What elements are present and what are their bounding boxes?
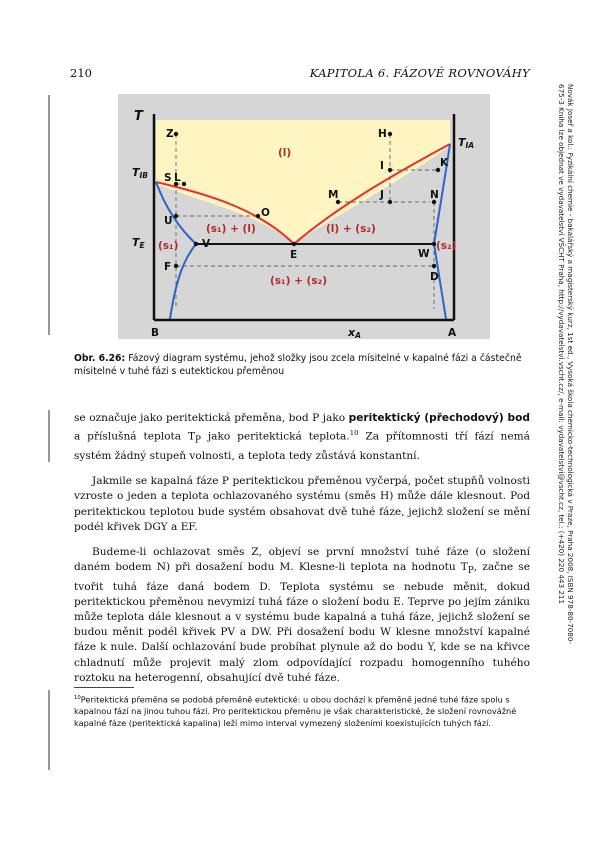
footnote-rule [74,687,134,688]
point-i: I [380,160,384,172]
figure-caption [74,352,530,378]
text-run: Za přítomnosti tří fází nemá systém žádný stupeň volnosti, a teplota tedy zůstává konstantní. [74,430,530,463]
caption-text: Fázový diagram systému, jehož složky jsou zcela mísitelné v kapalné fázi a částečně mísitelné v tuhé fázi s eutektickou přeměnou [74,353,522,377]
end-a: A [448,327,457,339]
footnote-text: Peritektická přeměna se podobá přeměně eutektické: u obou dochází k přeměně jedné tuhé fáze spolu s kapalnou fází na jinou tuhou fázi. Pro peritektickou přeměnu je však charakteristické, že složení rovnovážné kapalné fáze (peritektická kapalina) leží mimo interval vymezený složeními koexistujících tuhých fází. [74,694,517,728]
phase-diagram [118,94,490,339]
side-copyright [557,84,575,644]
region-liquid-s2: (l) + (s₂) [326,223,376,235]
axis-t-label: T [134,109,143,124]
point-u: U [164,215,173,227]
footnote [74,693,530,729]
point-l: L [174,172,181,184]
key-term: peritektický (přechodový) bod [348,412,530,424]
text-run: jako peritektická teplota. [201,430,350,443]
paragraph [74,545,530,686]
footnote-mark: 10 [74,695,81,701]
point-f: F [164,261,172,273]
point-n: N [430,189,439,201]
subscript: P [195,435,201,446]
region-liquid: (l) [278,147,292,159]
region-s2: (s₂) [436,240,457,252]
footnote-ref: 10 [349,429,359,438]
caption-label: Obr. 6.26: [74,353,126,364]
point-w: W [418,248,430,260]
side-copyright-text: Novák Josef a kol.: Fyzikální chemie - bakalářský a magisterský kurz, 1st ed., Vysoká škola chemicko-technologická v Praze, Praha 2008, ISBN 978-80-7080-675-3 Kniha lze objednat ve vydavatelství VŠCHT Praha, http://vydavatelstvi.vscht.cz/, e-mail: vydavatelstvi@vscht.cz, tel.: (+420) 220 443 211 [557,84,575,644]
page-number: 210 [70,66,92,80]
region-s1: (s₁) [158,240,179,252]
t-e-label: TE [132,236,145,250]
paragraph [74,411,530,464]
running-header: KAPITOLA 6. FÁZOVÉ ROVNOVÁHY [309,66,530,80]
body-text [74,411,530,696]
margin-bar [48,690,50,770]
point-e: E [290,249,298,261]
point-s: S [164,172,172,184]
subscript: P [467,566,474,577]
point-k: K [440,157,449,169]
margin-bar [48,410,50,462]
paragraph: Jakmile se kapalná fáze P peritektickou přeměnou vyčerpá, počet stupňů volnosti vzroste o jeden a teplota ochlazovaného systému (směs H) může dále klesnout. Pod peritektickou teplotou bude systém obsahovat dvě tuhé fáze, jejichž složení se mění podél křivek DGY a EF. [74,475,530,533]
margin-bar [48,95,50,335]
point-d: D [430,271,439,283]
point-v: V [202,238,211,250]
point-h: H [378,128,387,140]
text-run: Budeme-li ochlazovat směs Z, objeví se první množství tuhé fáze (o složení daném bodem N) při dosažení bodu M. Klesne-li teplota na hodnotu T [74,546,530,574]
text-run: a příslušná teplota T [74,430,196,443]
point-m: M [328,189,339,201]
t-ib-label: TIB [132,166,149,180]
point-z: Z [166,128,174,140]
end-b: B [151,327,160,339]
region-s1-liquid: (s₁) + (l) [206,223,256,235]
text-run: , začne se tvořit tuhá fáze daná bodem D. Teplota systému se nebude měnit, dokud peritektickou přeměnou nevymizí tuhá fáze o složení bodu E. Teprve po jejím zániku může teplota dále klesnout a v systému bude kapalná a tuhá fáze, jejichž složení se budou měnit podél křivek PV a DW. Při dosažení bodu W klesne množství kapalné fáze k nule. Další ochlazování bude probíhat plynule až do bodu Y, kde se na křivce chladnutí může projevit malý zlom odpovídající rozpadu homogenního tuhého roztoku na heterogenní, obsahující dvě tuhé fáze. [74,561,530,684]
text-run: se označuje jako peritektická přeměna, bod P jako [74,412,349,424]
t-ia-label: TIA [458,136,475,150]
x-axis-label: xA [348,326,361,339]
region-s1-s2: (s₁) + (s₂) [270,275,328,287]
point-j: J [380,189,384,201]
point-o: O [261,207,270,219]
